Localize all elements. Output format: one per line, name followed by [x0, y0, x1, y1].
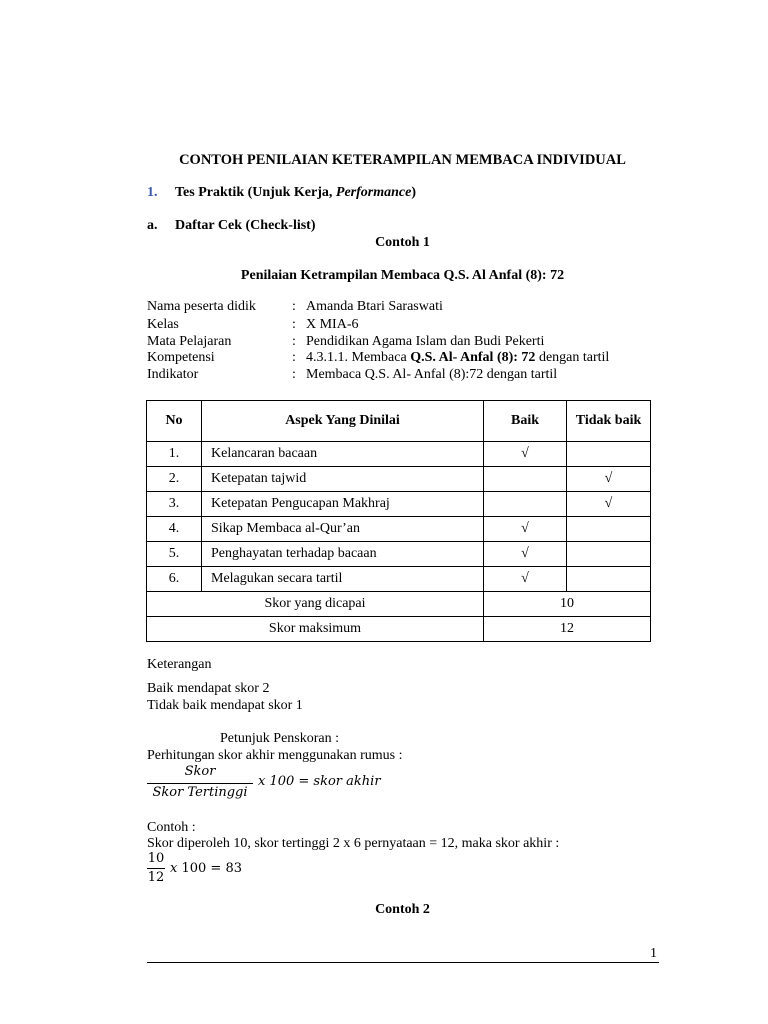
assessment-subtitle: Penilaian Ketrampilan Membaca Q.S. Al Anfal (8): 72 [240, 268, 565, 283]
petunjuk-heading: Petunjuk Penskoran : [220, 731, 339, 746]
contoh-1-heading: Contoh 1 [375, 235, 430, 250]
sub-a-letter: a. [147, 218, 158, 233]
row-no: 2. [147, 467, 202, 492]
header-tidak-baik: Tidak baik [567, 401, 651, 442]
info-label: Kompetensi [147, 350, 215, 365]
row-tidak-baik-check [567, 442, 651, 467]
row-baik-check: √ [484, 542, 567, 567]
contoh-label: Contoh : [147, 820, 196, 835]
formula-numerator: Skor [184, 764, 216, 779]
example-denominator: 12 [147, 870, 165, 885]
example-rest: x 100 = 83 [170, 861, 242, 876]
row-aspek: Sikap Membaca al-Qur’an [202, 517, 484, 542]
row-baik-check [484, 492, 567, 517]
info-colon: : [292, 299, 296, 314]
row-tidak-baik-check [567, 567, 651, 592]
info-value: 4.3.1.1. Membaca Q.S. Al- Anfal (8): 72 dengan tartil [306, 350, 610, 365]
fraction-bar [147, 868, 165, 869]
info-value: Pendidikan Agama Islam dan Budi Pekerti [306, 334, 545, 349]
table-row [147, 467, 651, 492]
row-aspek: Ketepatan Pengucapan Makhraj [202, 492, 484, 517]
score-max-label: Skor maksimum [147, 617, 484, 642]
formula-rest: x 100 = skor akhir [258, 774, 381, 789]
row-baik-check: √ [484, 517, 567, 542]
header-aspek: Aspek Yang Dinilai [202, 401, 484, 442]
table-header-row [147, 401, 651, 442]
sub-a-heading: Daftar Cek (Check-list) [175, 218, 316, 233]
header-baik: Baik [484, 401, 567, 442]
table-row [147, 492, 651, 517]
section-1-heading [147, 185, 416, 201]
example-numerator: 10 [147, 851, 165, 866]
keterangan-heading: Keterangan [147, 657, 212, 672]
header-no: No [147, 401, 202, 442]
table-row [147, 442, 651, 467]
info-label: Nama peserta didik [147, 299, 256, 314]
contoh-2-heading: Contoh 2 [375, 902, 430, 917]
perhitungan-text: Perhitungan skor akhir menggunakan rumus : [147, 748, 403, 763]
table-row [147, 567, 651, 592]
row-tidak-baik-check: √ [567, 492, 651, 517]
table-row [147, 517, 651, 542]
row-tidak-baik-check [567, 517, 651, 542]
formula-fraction [147, 764, 257, 804]
row-aspek: Melagukan secara tartil [202, 567, 484, 592]
score-achieved-row [147, 592, 651, 617]
row-tidak-baik-check [567, 542, 651, 567]
score-max-value: 12 [484, 617, 651, 642]
document-title: CONTOH PENILAIAN KETERAMPILAN MEMBACA INDIVIDUAL [179, 152, 626, 168]
info-label: Mata Pelajaran [147, 334, 232, 349]
checklist-table [146, 400, 651, 642]
footer-divider [147, 962, 659, 963]
row-tidak-baik-check: √ [567, 467, 651, 492]
row-no: 6. [147, 567, 202, 592]
row-aspek: Ketepatan tajwid [202, 467, 484, 492]
page-number: 1 [650, 946, 657, 961]
row-baik-check: √ [484, 442, 567, 467]
section-title: Tes Praktik (Unjuk Kerja, Performance) [175, 185, 416, 200]
row-no: 4. [147, 517, 202, 542]
score-achieved-label: Skor yang dicapai [147, 592, 484, 617]
info-colon: : [292, 367, 296, 382]
info-value: Membaca Q.S. Al- Anfal (8):72 dengan tartil [306, 367, 558, 382]
info-label: Kelas [147, 317, 179, 332]
row-aspek: Kelancaran bacaan [202, 442, 484, 467]
tidak-baik-score-note: Tidak baik mendapat skor 1 [147, 698, 303, 713]
row-baik-check: √ [484, 567, 567, 592]
row-aspek: Penghayatan terhadap bacaan [202, 542, 484, 567]
score-achieved-value: 10 [484, 592, 651, 617]
row-no: 5. [147, 542, 202, 567]
score-max-row [147, 617, 651, 642]
info-colon: : [292, 317, 296, 332]
fraction-bar [147, 783, 253, 784]
info-label: Indikator [147, 367, 199, 382]
row-baik-check [484, 467, 567, 492]
formula-denominator: Skor Tertinggi [152, 785, 248, 800]
info-colon: : [292, 350, 296, 365]
row-no: 3. [147, 492, 202, 517]
example-fraction [147, 851, 169, 887]
section-number: 1. [147, 185, 158, 200]
info-value: X MIA-6 [306, 317, 359, 332]
row-no: 1. [147, 442, 202, 467]
info-colon: : [292, 334, 296, 349]
table-row [147, 542, 651, 567]
baik-score-note: Baik mendapat skor 2 [147, 681, 270, 696]
info-value: Amanda Btari Saraswati [306, 299, 443, 314]
contoh-text: Skor diperoleh 10, skor tertinggi 2 x 6 pernyataan = 12, maka skor akhir : [147, 836, 560, 851]
